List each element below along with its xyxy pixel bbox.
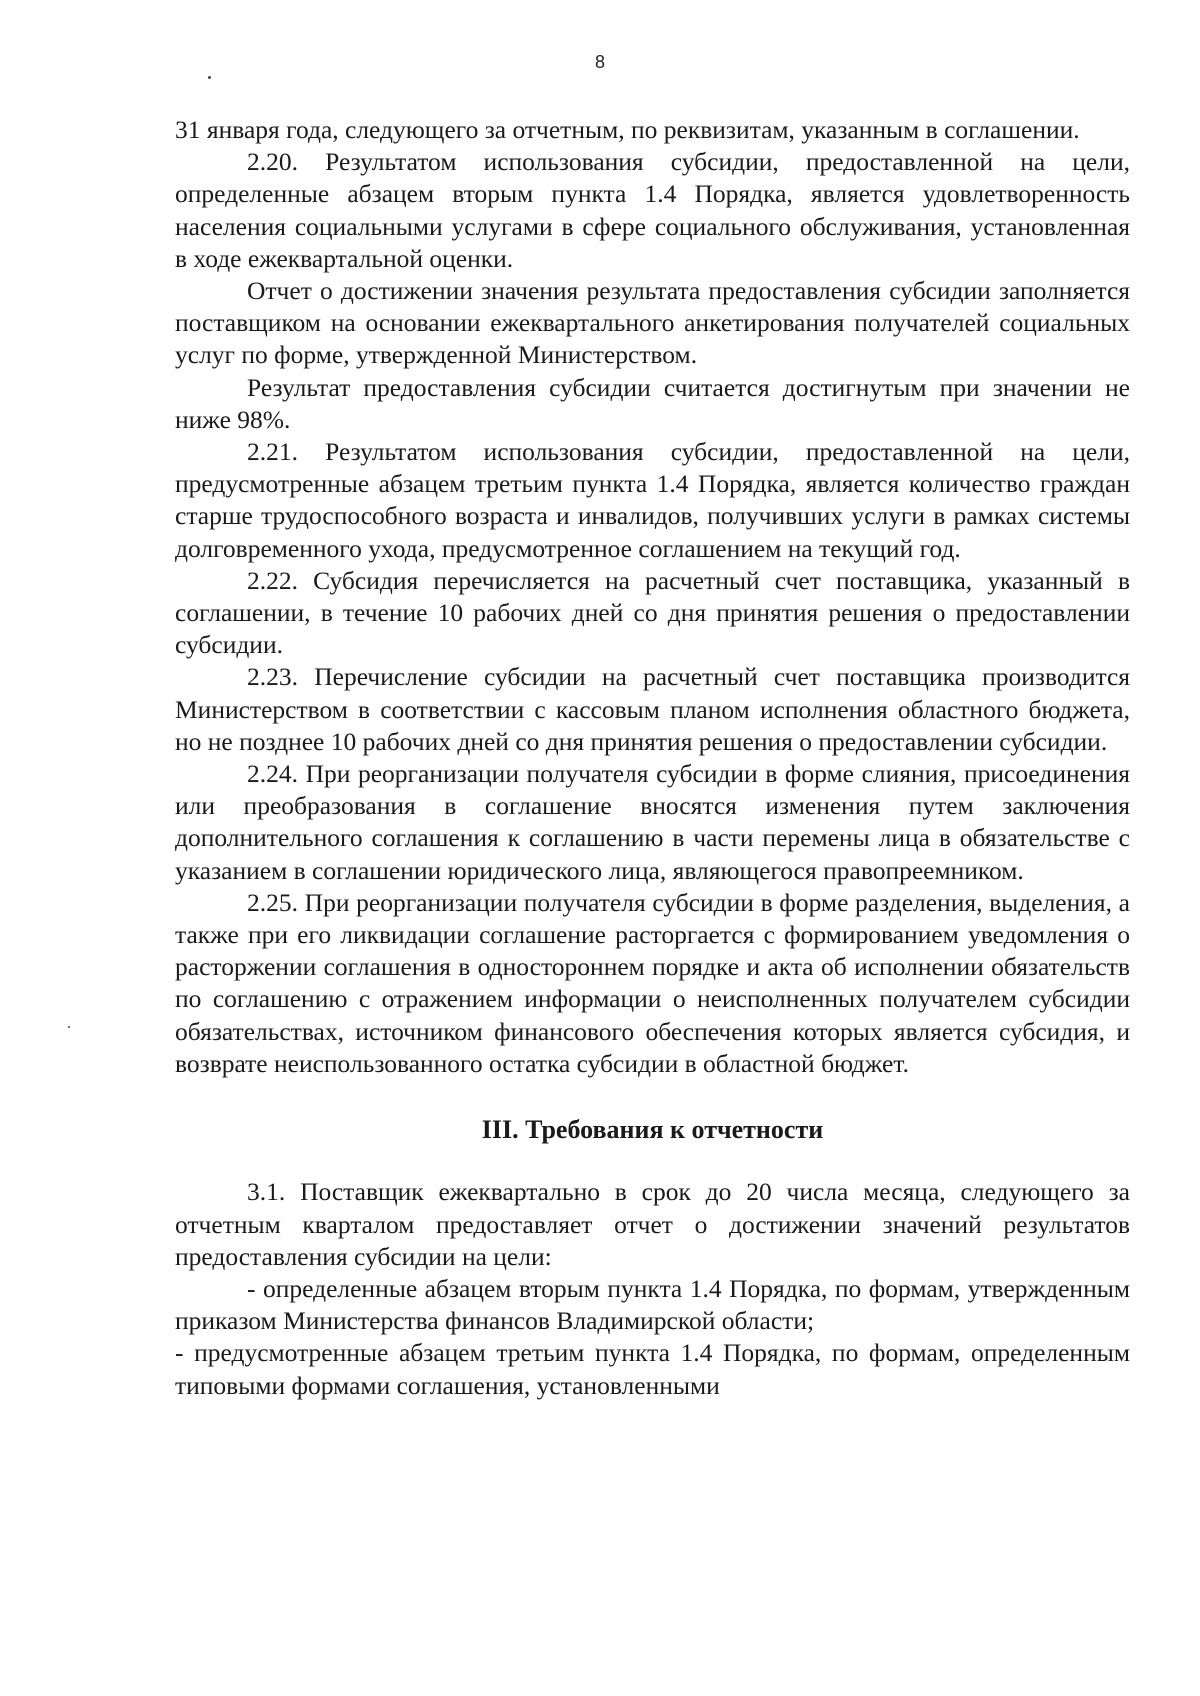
paragraph-p2-20: 2.20. Результатом использования субсидии, предоставленной на цели, определенные абзацем вторым пункта 1.4 Порядка, является удовлетворенность населения социальными услугами в сфере социального обслуживания, установленная в ходе ежеквартальной оценки. xyxy=(175,147,1130,273)
section-three-text xyxy=(175,1176,1130,1401)
paragraph-p2-21: 2.21. Результатом использования субсидии, предоставленной на цели, предусмотренные абзацем третьим пункта 1.4 Порядка, является количество граждан старше трудоспособного возраста и инвалидов, получивших услуги в рамках системы долговременного ухода, предусмотренное соглашением на текущий год. xyxy=(175,437,1130,563)
section-heading: III. Требования к отчетности xyxy=(481,1115,824,1145)
paragraph-cont: 31 января года, следующего за отчетным, по реквизитам, указанным в соглашении. xyxy=(175,115,1080,144)
scan-speck xyxy=(208,76,211,79)
paragraph-p2-25: 2.25. При реорганизации получателя субсидии в форме разделения, выделения, а также при его ликвидации соглашение расторгается с формированием уведомления о расторжении соглашения в одностороннем порядке и акта об исполнении обязательств по соглашению с отражением информации о неисполненных получателем субсидии обязательствах, источником финансового обеспечения которых является субсидия, и возврате неиспользованного остатка субсидии в областной бюджет. xyxy=(175,887,1130,1078)
document-body xyxy=(175,114,1130,1402)
section-two-text xyxy=(175,114,1130,1080)
paragraph-p2-20-result: Результат предоставления субсидии считается достигнутым при значении не ниже 98%. xyxy=(175,372,1130,434)
paragraph-p2-24: 2.24. При реорганизации получателя субсидии в форме слияния, присоединения или преобразования в соглашение вносятся изменения путем заключения дополнительного соглашения к соглашению в части перемены лица в обязательстве с указанием в соглашении юридического лица, являющегося правопреемником. xyxy=(175,759,1130,885)
page-number: 8 xyxy=(594,52,605,72)
paragraph-p2-22: 2.22. Субсидия перечисляется на расчетный счет поставщика, указанный в соглашении, в течение 10 рабочих дней со дня принятия решения о предоставлении субсидии. xyxy=(175,565,1130,660)
scan-speck xyxy=(68,1026,70,1028)
paragraph-p3-1-b: - предусмотренные абзацем третьим пункта 1.4 Порядка, по формам, определенным типовыми формами соглашения, установленными xyxy=(175,1338,1130,1400)
paragraph-p3-1: 3.1. Поставщик ежеквартально в срок до 20 числа месяца, следующего за отчетным кварталом предоставляет отчет о достижении значений результатов предоставления субсидии на цели: xyxy=(175,1177,1130,1271)
paragraph-p2-20-report: Отчет о достижении значения результата предоставления субсидии заполняется поставщиком на основании ежеквартального анкетирования получателей социальных услуг по форме, утвержденной Министерством. xyxy=(175,276,1130,370)
paragraph-p2-23: 2.23. Перечисление субсидии на расчетный счет поставщика производится Министерством в соответствии с кассовым планом исполнения областного бюджета, но не позднее 10 рабочих дней со дня принятия решения о предоставлении субсидии. xyxy=(175,662,1130,756)
paragraph-p3-1-a: - определенные абзацем вторым пункта 1.4 Порядка, по формам, утвержденным приказом Министерства финансов Владимирской области; xyxy=(175,1273,1130,1336)
